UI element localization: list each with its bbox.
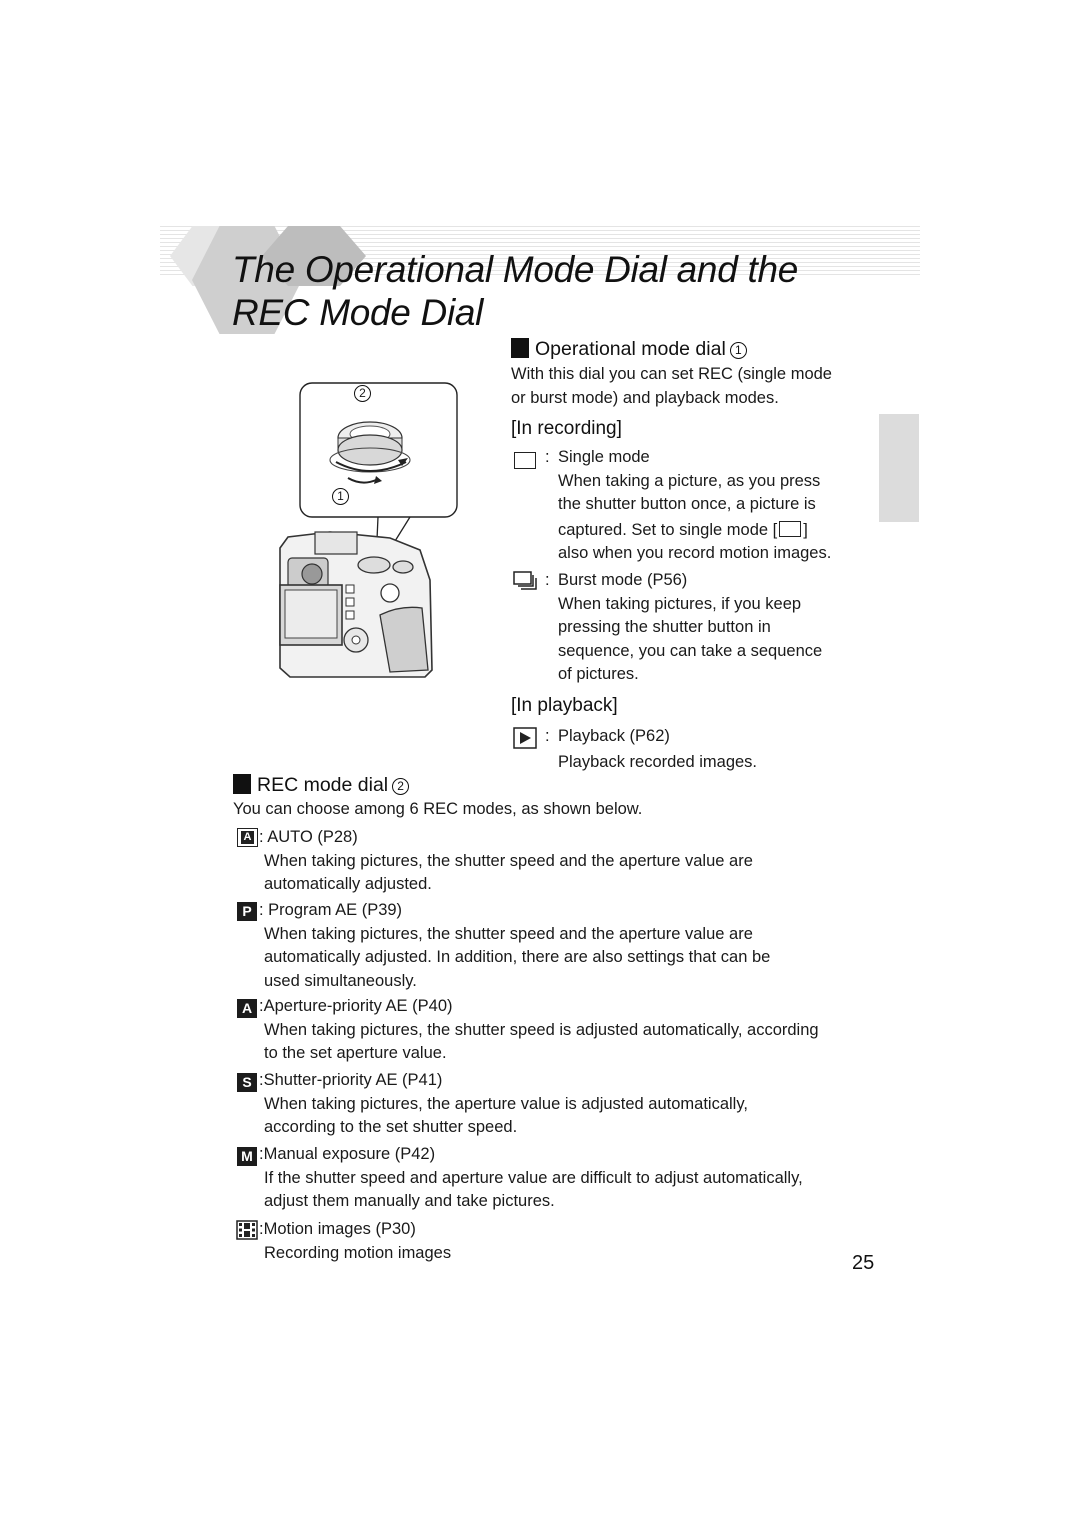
page-number: 25 [852,1252,875,1274]
op-dial-heading-text: Operational mode dial [535,338,726,360]
single-mode-inline-icon [779,521,801,537]
program-ae-desc: used simultaneously. [264,971,417,990]
op-dial-intro-line: With this dial you can set REC (single mode [511,365,832,383]
single-mode-colon: : [545,448,550,466]
auto-mode-desc: When taking pictures, the shutter speed and the aperture value are [264,851,753,870]
single-mode-desc-line [558,519,831,543]
aperture-priority-block [259,995,819,1066]
program-ae-icon: P [237,902,257,921]
shutter-priority-block [259,1069,748,1140]
manual-exposure-block [259,1143,803,1214]
motion-images-icon [236,1220,258,1240]
manual-exposure-desc: If the shutter speed and aperture value are difficult to adjust automatically, [264,1168,803,1187]
in-recording-subheading: [In recording] [511,418,622,439]
auto-mode-desc: automatically adjusted. [264,875,432,893]
manual-exposure-desc: adjust them manually and take pictures. [264,1192,555,1210]
shutter-priority-label: :Shutter-priority AE (P41) [259,1071,443,1089]
aperture-priority-icon: A [237,999,257,1018]
shutter-priority-desc: When taking pictures, the aperture value is adjusted automatically, [264,1094,748,1113]
rec-dial-heading-text: REC mode dial [257,774,389,796]
callout-number-2 [354,385,371,403]
shutter-priority-desc: according to the set shutter speed. [264,1118,518,1136]
playback-block [558,725,757,774]
callout-circle-2: 2 [354,385,371,402]
program-ae-block [259,899,770,993]
motion-images-desc: Recording motion images [264,1243,452,1262]
single-mode-block [558,446,831,566]
single-mode-desc: also when you record motion images. [558,544,832,562]
op-dial-heading-number: 1 [730,342,747,359]
motion-images-label: :Motion images (P30) [259,1220,416,1238]
camera-illustration [270,380,470,685]
rec-dial-heading [233,774,409,797]
aperture-priority-desc: When taking pictures, the shutter speed is adjusted automatically, according [264,1020,819,1039]
burst-mode-colon: : [545,571,550,589]
burst-mode-block [558,569,822,687]
single-mode-icon [514,452,536,469]
rec-dial-heading-number: 2 [392,778,409,795]
manual-exposure-icon: M [237,1147,257,1166]
manual-exposure-label: :Manual exposure (P42) [259,1145,436,1163]
playback-label: Playback (P62) [558,727,670,745]
single-mode-desc: ] [803,520,808,539]
burst-mode-desc: sequence, you can take a sequence [558,641,823,660]
auto-mode-icon-letter: A [241,831,254,844]
program-ae-desc: automatically adjusted. In addition, there are also settings that can be [264,948,771,966]
burst-mode-desc: When taking pictures, if you keep [558,594,802,613]
playback-desc: Playback recorded images. [558,752,758,771]
single-mode-desc: the shutter button once, a picture is [558,495,816,513]
single-mode-desc: When taking a picture, as you press [558,471,821,490]
burst-mode-icon [513,571,539,591]
op-dial-intro-line: or burst mode) and playback modes. [511,388,779,407]
playback-colon: : [545,727,550,745]
program-ae-desc: When taking pictures, the shutter speed and the aperture value are [264,924,753,943]
aperture-priority-label: :Aperture-priority AE (P40) [259,997,453,1015]
rec-dial-intro: You can choose among 6 REC modes, as shown below. [233,800,643,818]
callout-circle-1: 1 [332,488,349,505]
op-dial-intro [511,363,832,410]
auto-mode-icon [237,828,258,847]
burst-mode-label: Burst mode (P56) [558,571,688,589]
heading-square-bullet [511,338,529,358]
in-playback-subheading: [In playback] [511,695,618,716]
burst-mode-desc: of pictures. [558,665,639,683]
auto-mode-block [259,826,753,897]
burst-mode-desc: pressing the shutter button in [558,618,771,636]
aperture-priority-desc: to the set aperture value. [264,1044,447,1062]
heading-square-bullet [233,774,251,794]
callout-number-1 [332,488,349,506]
shutter-priority-icon: S [237,1073,257,1092]
single-mode-desc: captured. Set to single mode [ [558,520,778,539]
op-dial-heading [511,338,747,361]
motion-images-block [259,1218,451,1265]
page-title: The Operational Mode Dial and the REC Mode Dial [232,249,799,333]
program-ae-label: : Program AE (P39) [259,901,403,919]
playback-icon [513,727,537,749]
single-mode-label: Single mode [558,448,650,466]
auto-mode-label: : AUTO (P28) [259,828,358,846]
chapter-side-tab [879,414,919,522]
